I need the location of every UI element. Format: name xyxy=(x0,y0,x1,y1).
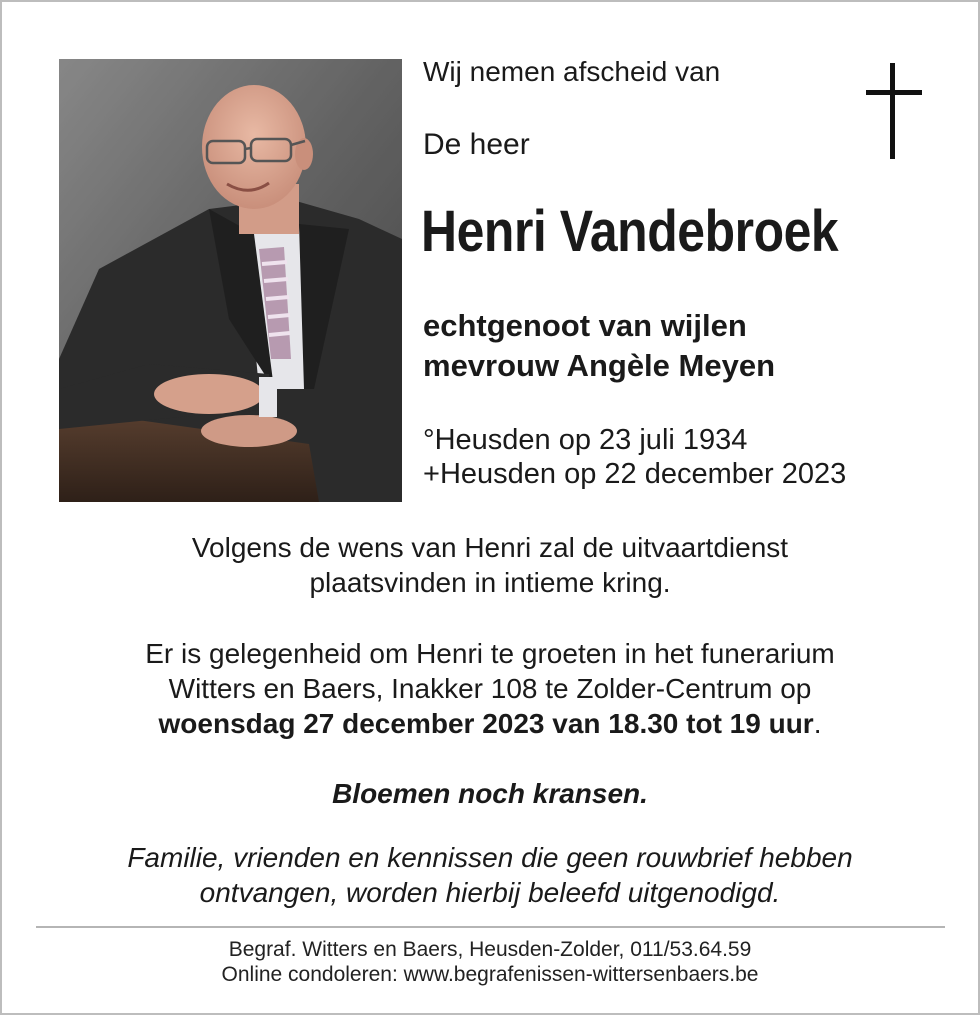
intro-text: Wij nemen afscheid van xyxy=(423,56,721,87)
invite-line-1: Familie, vrienden en kennissen die geen rouwbrief hebben xyxy=(127,842,853,873)
spouse-line-2: mevrouw Angèle Meyen xyxy=(423,348,776,383)
visit-end: . xyxy=(813,708,822,739)
service-line-2: plaatsvinden in intieme kring. xyxy=(309,567,671,598)
death-cross-icon: + xyxy=(423,458,440,490)
portrait-photo xyxy=(59,59,402,502)
birth-date: °Heusden op 23 juli 1934 xyxy=(423,424,748,456)
service-paragraph xyxy=(40,530,940,600)
cross-icon xyxy=(866,63,922,159)
visit-line-1: Er is gelegenheid om Henri te groeten in het funerarium xyxy=(145,638,835,669)
service-line-1: Volgens de wens van Henri zal de uitvaartdienst xyxy=(191,532,789,563)
footer-divider xyxy=(36,926,945,928)
spouse-info xyxy=(423,306,775,386)
death-date-line xyxy=(423,457,846,491)
footer xyxy=(40,937,940,987)
invite-line-2: ontvangen, worden hierbij beleefd uitgenodigd. xyxy=(199,877,781,908)
life-dates xyxy=(423,423,846,491)
honorific: De heer xyxy=(423,128,530,161)
visit-line-2: Witters en Baers, Inakker 108 te Zolder-Centrum op xyxy=(168,673,812,704)
visit-date: woensdag 27 december 2023 van 18.30 tot 19 uur xyxy=(158,708,814,739)
death-date: Heusden op 22 december 2023 xyxy=(439,458,847,490)
undertaker-info: Begraf. Witters en Baers, Heusden-Zolder, 011/53.64.59 xyxy=(228,938,752,961)
deceased-name: Henri Vandebroek xyxy=(421,199,839,264)
visit-line-3 xyxy=(40,706,940,741)
invitation-paragraph xyxy=(40,840,940,910)
visitation-paragraph xyxy=(40,636,940,741)
flowers-note: Bloemen noch kransen. xyxy=(332,778,648,809)
spouse-line-1: echtgenoot van wijlen xyxy=(423,308,747,343)
condolence-link[interactable]: Online condoleren: www.begrafenissen-wittersenbaers.be xyxy=(221,963,759,986)
